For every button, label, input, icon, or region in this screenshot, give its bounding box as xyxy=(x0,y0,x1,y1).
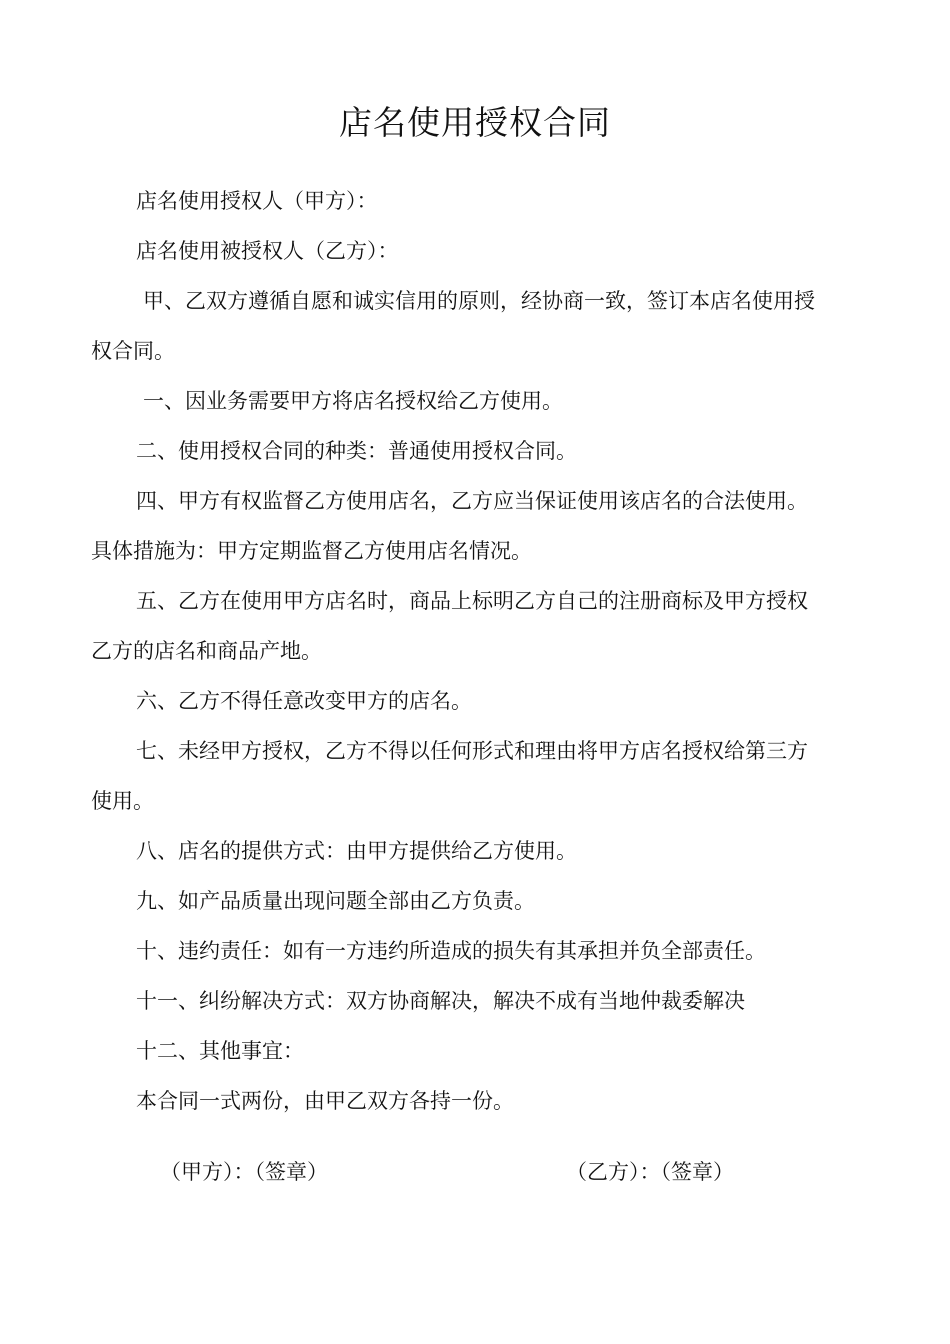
document-title: 店名使用授权合同 xyxy=(339,103,611,142)
clause-1: 一、因业务需要甲方将店名授权给乙方使用。 xyxy=(143,389,563,413)
clause-2: 二、使用授权合同的种类：普通使用授权合同。 xyxy=(136,439,577,463)
clause-4-line-2: 具体措施为：甲方定期监督乙方使用店名情况。 xyxy=(91,539,532,563)
party-a-signature: （甲方）：（签章） xyxy=(160,1160,328,1184)
clause-11: 十一、纠纷解决方式：双方协商解决，解决不成有当地仲裁委解决 xyxy=(136,989,745,1013)
intro-line-1: 甲、乙双方遵循自愿和诚实信用的原则，经协商一致，签订本店名使用授 xyxy=(143,289,815,313)
contract-body xyxy=(91,176,866,1126)
party-b-signature: （乙方）：（签章） xyxy=(566,1160,734,1184)
intro-line-2: 权合同。 xyxy=(91,339,175,363)
clause-7-line-1: 七、未经甲方授权，乙方不得以任何形式和理由将甲方店名授权给第三方 xyxy=(136,739,808,763)
clause-6: 六、乙方不得任意改变甲方的店名。 xyxy=(136,689,472,713)
clause-12: 十二、其他事宜： xyxy=(136,1039,304,1063)
clause-9: 九、如产品质量出现问题全部由乙方负责。 xyxy=(136,889,535,913)
clause-10: 十、违约责任：如有一方违约所造成的损失有其承担并负全部责任。 xyxy=(136,939,766,963)
clause-5-line-1: 五、乙方在使用甲方店名时，商品上标明乙方自己的注册商标及甲方授权 xyxy=(136,589,808,613)
clause-7-line-2: 使用。 xyxy=(91,789,154,813)
clause-5-line-2: 乙方的店名和商品产地。 xyxy=(91,639,322,663)
party-a-line: 店名使用授权人（甲方）： xyxy=(136,189,378,213)
clause-4-line-1: 四、甲方有权监督乙方使用店名，乙方应当保证使用该店名的合法使用。 xyxy=(136,489,808,513)
copies-statement: 本合同一式两份，由甲乙双方各持一份。 xyxy=(136,1089,514,1113)
party-b-line: 店名使用被授权人（乙方）： xyxy=(136,239,399,263)
clause-8: 八、店名的提供方式：由甲方提供给乙方使用。 xyxy=(136,839,577,863)
